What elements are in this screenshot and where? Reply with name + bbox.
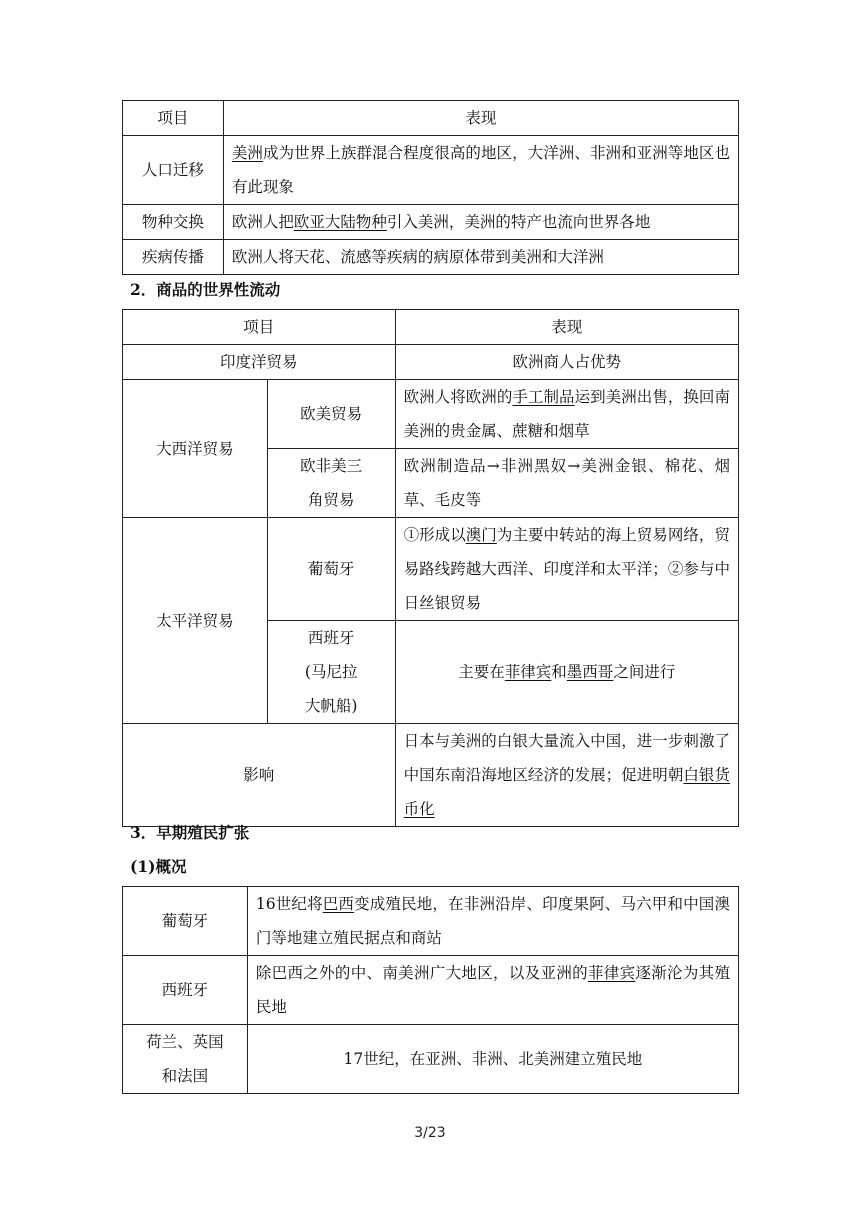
section-3-subheading: (1)概况 bbox=[130, 857, 187, 876]
table-row bbox=[123, 518, 739, 621]
impact-content: 日本与美洲的白银大量流入中国，进一步刺激了中国东南沿海地区经济的发展；促进明朝白银货币化 bbox=[395, 724, 738, 827]
row-label: 西班牙 bbox=[123, 956, 248, 1025]
eu-am-content: 欧洲人将欧洲的手工制品运到美洲出售，换回南美洲的贵金属、蔗糖和烟草 bbox=[395, 380, 738, 449]
table-header-row bbox=[123, 310, 739, 345]
row-content: 欧洲人将天花、流感等疾病的病原体带到美洲和大洋洲 bbox=[223, 240, 738, 275]
triangle-label: 欧非美三 角贸易 bbox=[267, 449, 395, 518]
header-manifest: 表现 bbox=[395, 310, 738, 345]
row-content: 美洲成为世界上族群混合程度很高的地区，大洋洲、非洲和亚洲等地区也有此现象 bbox=[223, 136, 738, 205]
table-row bbox=[123, 887, 739, 956]
pacific-label: 太平洋贸易 bbox=[123, 518, 268, 724]
underlined-term: 白银货币化 bbox=[403, 766, 730, 818]
row-label: 荷兰、英国 和法国 bbox=[123, 1025, 248, 1094]
table-row bbox=[123, 724, 739, 827]
spain-content: 主要在菲律宾和墨西哥之间进行 bbox=[395, 621, 738, 724]
header-item: 项目 bbox=[123, 310, 396, 345]
indian-ocean-content: 欧洲商人占优势 bbox=[395, 345, 738, 380]
row-content: 欧洲人把欧亚大陆物种引入美洲，美洲的特产也流向世界各地 bbox=[223, 205, 738, 240]
triangle-content: 欧洲制造品→非洲黑奴→美洲金银、棉花、烟草、毛皮等 bbox=[395, 449, 738, 518]
underlined-term: 菲律宾 bbox=[504, 663, 552, 681]
portugal-content: ①形成以澳门为主要中转站的海上贸易网络，贸易路线跨越大西洋、印度洋和太平洋；②参与中日丝银贸易 bbox=[395, 518, 738, 621]
underlined-term: 墨西哥 bbox=[566, 663, 614, 681]
underlined-term: 美洲 bbox=[231, 144, 263, 162]
table-row bbox=[123, 136, 739, 205]
spain-label: 西班牙 (马尼拉 大帆船) bbox=[267, 621, 395, 724]
underlined-term: 手工制品 bbox=[512, 388, 575, 406]
row-content: 16世纪将巴西变成殖民地，在非洲沿岸、印度果阿、马六甲和中国澳门等地建立殖民据点和商站 bbox=[247, 887, 738, 956]
colonial-table bbox=[122, 886, 739, 1094]
underlined-term: 巴西 bbox=[322, 895, 355, 913]
atlantic-label: 大西洋贸易 bbox=[123, 380, 268, 518]
table-row bbox=[123, 380, 739, 449]
indian-ocean-label: 印度洋贸易 bbox=[123, 345, 396, 380]
table-row bbox=[123, 1025, 739, 1094]
underlined-term: 澳门 bbox=[465, 526, 497, 544]
table-row bbox=[123, 345, 739, 380]
row-label: 物种交换 bbox=[123, 205, 224, 240]
table-row bbox=[123, 956, 739, 1025]
section-2-heading: 2．商品的世界性流动 bbox=[130, 280, 281, 299]
row-content: 17世纪，在亚洲、非洲、北美洲建立殖民地 bbox=[247, 1025, 738, 1094]
portugal-label: 葡萄牙 bbox=[267, 518, 395, 621]
section-3-heading: 3．早期殖民扩张 bbox=[130, 823, 250, 842]
trade-table bbox=[122, 309, 739, 827]
exchange-table bbox=[122, 100, 739, 275]
header-manifest: 表现 bbox=[223, 101, 738, 136]
underlined-term: 菲律宾 bbox=[587, 964, 636, 982]
impact-label: 影响 bbox=[123, 724, 396, 827]
row-label: 疾病传播 bbox=[123, 240, 224, 275]
eu-am-label: 欧美贸易 bbox=[267, 380, 395, 449]
page-number: 3/23 bbox=[414, 1125, 446, 1141]
underlined-term: 欧亚大陆物种 bbox=[293, 213, 387, 231]
row-content: 除巴西之外的中、南美洲广大地区，以及亚洲的菲律宾逐渐沦为其殖民地 bbox=[247, 956, 738, 1025]
table-header-row bbox=[123, 101, 739, 136]
table-row bbox=[123, 205, 739, 240]
table-row bbox=[123, 240, 739, 275]
row-label: 葡萄牙 bbox=[123, 887, 248, 956]
row-label: 人口迁移 bbox=[123, 136, 224, 205]
header-item: 项目 bbox=[123, 101, 224, 136]
